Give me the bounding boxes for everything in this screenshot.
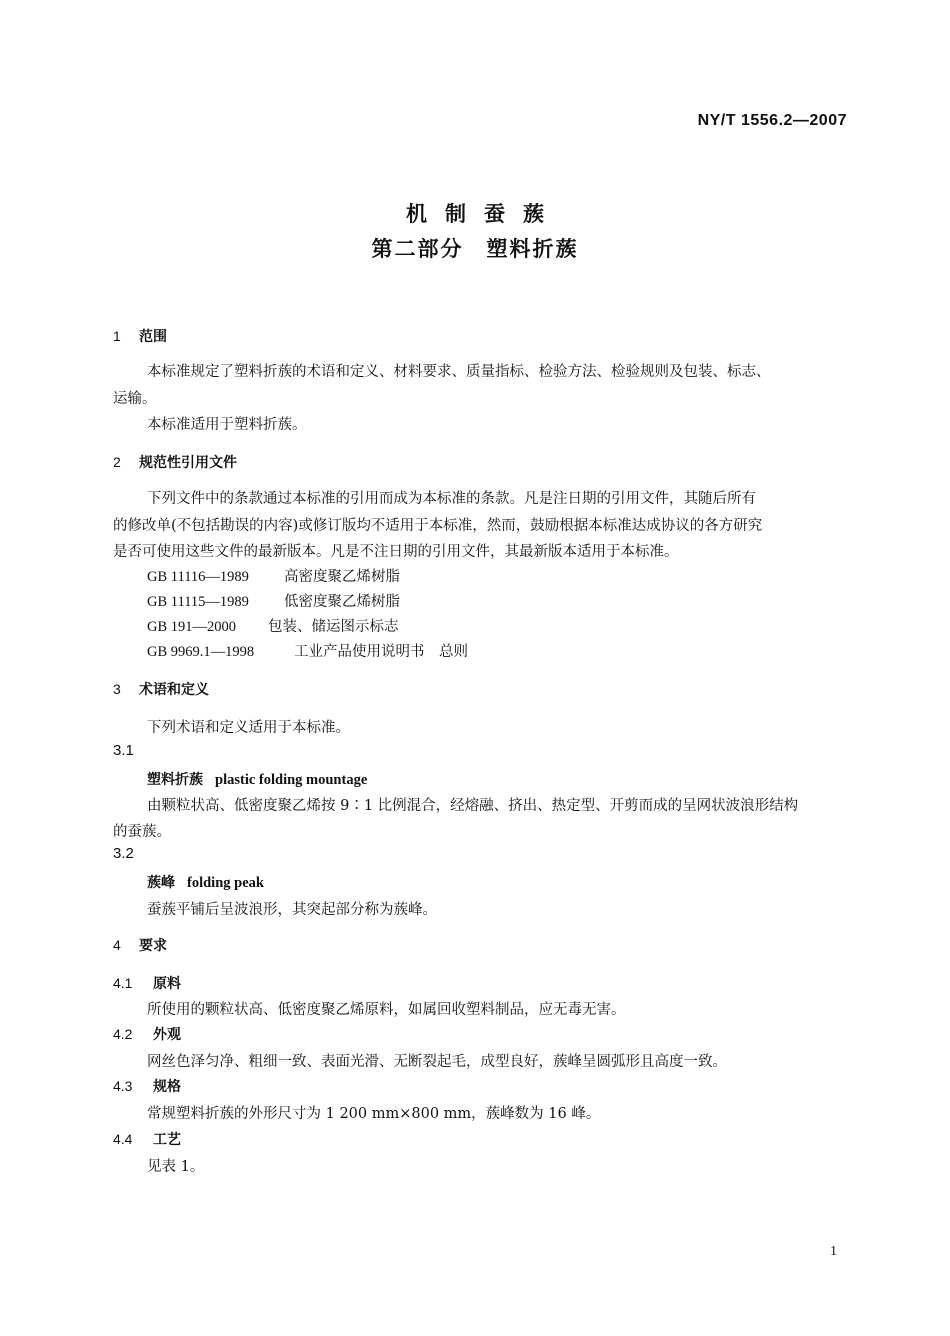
term-entry: [147, 769, 367, 789]
document-subtitle: 第二部分 塑料折蔟: [371, 237, 579, 261]
subsection-number: 4.4: [113, 1131, 133, 1147]
subsection-text: 见表 1。: [147, 1159, 205, 1175]
subsection-title: 工艺: [153, 1132, 181, 1148]
definition-line: 由颗粒状高、低密度聚乙烯按 9∶1 比例混合，经熔融、挤出、热定型、开剪而成的呈网状波浪形结构: [147, 798, 799, 814]
section-number: 3: [113, 681, 121, 697]
definition: 蚕蔟平铺后呈波浪形，其突起部分称为蔟峰。: [147, 902, 437, 918]
reference-code: GB 9969.1—1998: [147, 644, 255, 660]
term-english: plastic folding mountage: [215, 772, 368, 788]
reference-title: 高密度聚乙烯树脂: [284, 569, 400, 585]
section-number: 1: [113, 328, 121, 344]
reference-title: 工业产品使用说明书 总则: [294, 644, 468, 660]
paragraph: 下列术语和定义适用于本标准。: [147, 720, 350, 736]
section-title: 规范性引用文件: [139, 455, 237, 471]
reference-item: [147, 640, 468, 661]
subsection-text: 所使用的颗粒状高、低密度聚乙烯原料，如属回收塑料制品，应无毒无害。: [147, 1002, 626, 1018]
section-heading-requirements: [113, 935, 167, 955]
subsection-heading: [113, 1076, 181, 1096]
reference-item: [147, 565, 400, 586]
reference-item: [147, 615, 399, 636]
subsection-text: 网丝色泽匀净、粗细一致、表面光滑、无断裂起毛，成型良好，蔟峰呈圆弧形且高度一致。: [147, 1054, 727, 1070]
subsection-heading: [113, 1024, 181, 1044]
section-heading-terms: [113, 679, 209, 699]
term-english: folding peak: [187, 875, 264, 891]
subsection-title: 外观: [153, 1027, 181, 1043]
section-title: 范围: [139, 329, 167, 345]
term-number: 3.2: [113, 845, 134, 862]
paragraph-line: 的修改单(不包括勘误的内容)或修订版均不适用于本标准，然而，鼓励根据本标准达成协议的各方研究: [113, 518, 763, 534]
paragraph-line: 运输。: [113, 391, 157, 407]
subsection-number: 4.3: [113, 1078, 133, 1094]
section-number: 4: [113, 937, 121, 953]
section-heading-scope: [113, 326, 167, 346]
paragraph-line: 下列文件中的条款通过本标准的引用而成为本标准的条款。凡是注日期的引用文件，其随后所有: [147, 491, 756, 507]
term-number: 3.1: [113, 742, 134, 759]
subsection-heading: [113, 973, 181, 993]
term-chinese: 蔟峰: [147, 875, 175, 891]
reference-code: GB 11115—1989: [147, 594, 249, 610]
subsection-title: 原料: [153, 976, 181, 992]
subsection-number: 4.1: [113, 975, 133, 991]
section-title: 要求: [139, 938, 167, 954]
subsection-number: 4.2: [113, 1026, 133, 1042]
reference-title: 低密度聚乙烯树脂: [284, 594, 400, 610]
paragraph: 本标准适用于塑料折蔟。: [147, 417, 307, 433]
term-entry: [147, 872, 264, 892]
reference-item: [147, 590, 400, 611]
document-code: NY/T 1556.2—2007: [697, 112, 847, 129]
subsection-text: 常规塑料折蔟的外形尺寸为 1 200 mm×800 mm，蔟峰数为 16 峰。: [147, 1106, 601, 1122]
section-heading-references: [113, 452, 237, 472]
document-title: 机制蚕蔟: [406, 202, 562, 226]
term-chinese: 塑料折蔟: [147, 772, 203, 788]
reference-code: GB 191—2000: [147, 619, 237, 635]
page-number: 1: [830, 1244, 837, 1259]
subsection-heading: [113, 1129, 181, 1149]
section-title: 术语和定义: [139, 682, 209, 698]
reference-title: 包装、储运图示标志: [268, 619, 399, 635]
subsection-title: 规格: [153, 1079, 181, 1095]
section-number: 2: [113, 454, 121, 470]
paragraph-line: 是否可使用这些文件的最新版本。凡是不注日期的引用文件，其最新版本适用于本标准。: [113, 544, 679, 560]
paragraph-line: 本标准规定了塑料折蔟的术语和定义、材料要求、质量指标、检验方法、检验规则及包装、标志、: [147, 364, 771, 380]
reference-code: GB 11116—1989: [147, 569, 249, 585]
definition-line: 的蚕蔟。: [113, 824, 171, 840]
